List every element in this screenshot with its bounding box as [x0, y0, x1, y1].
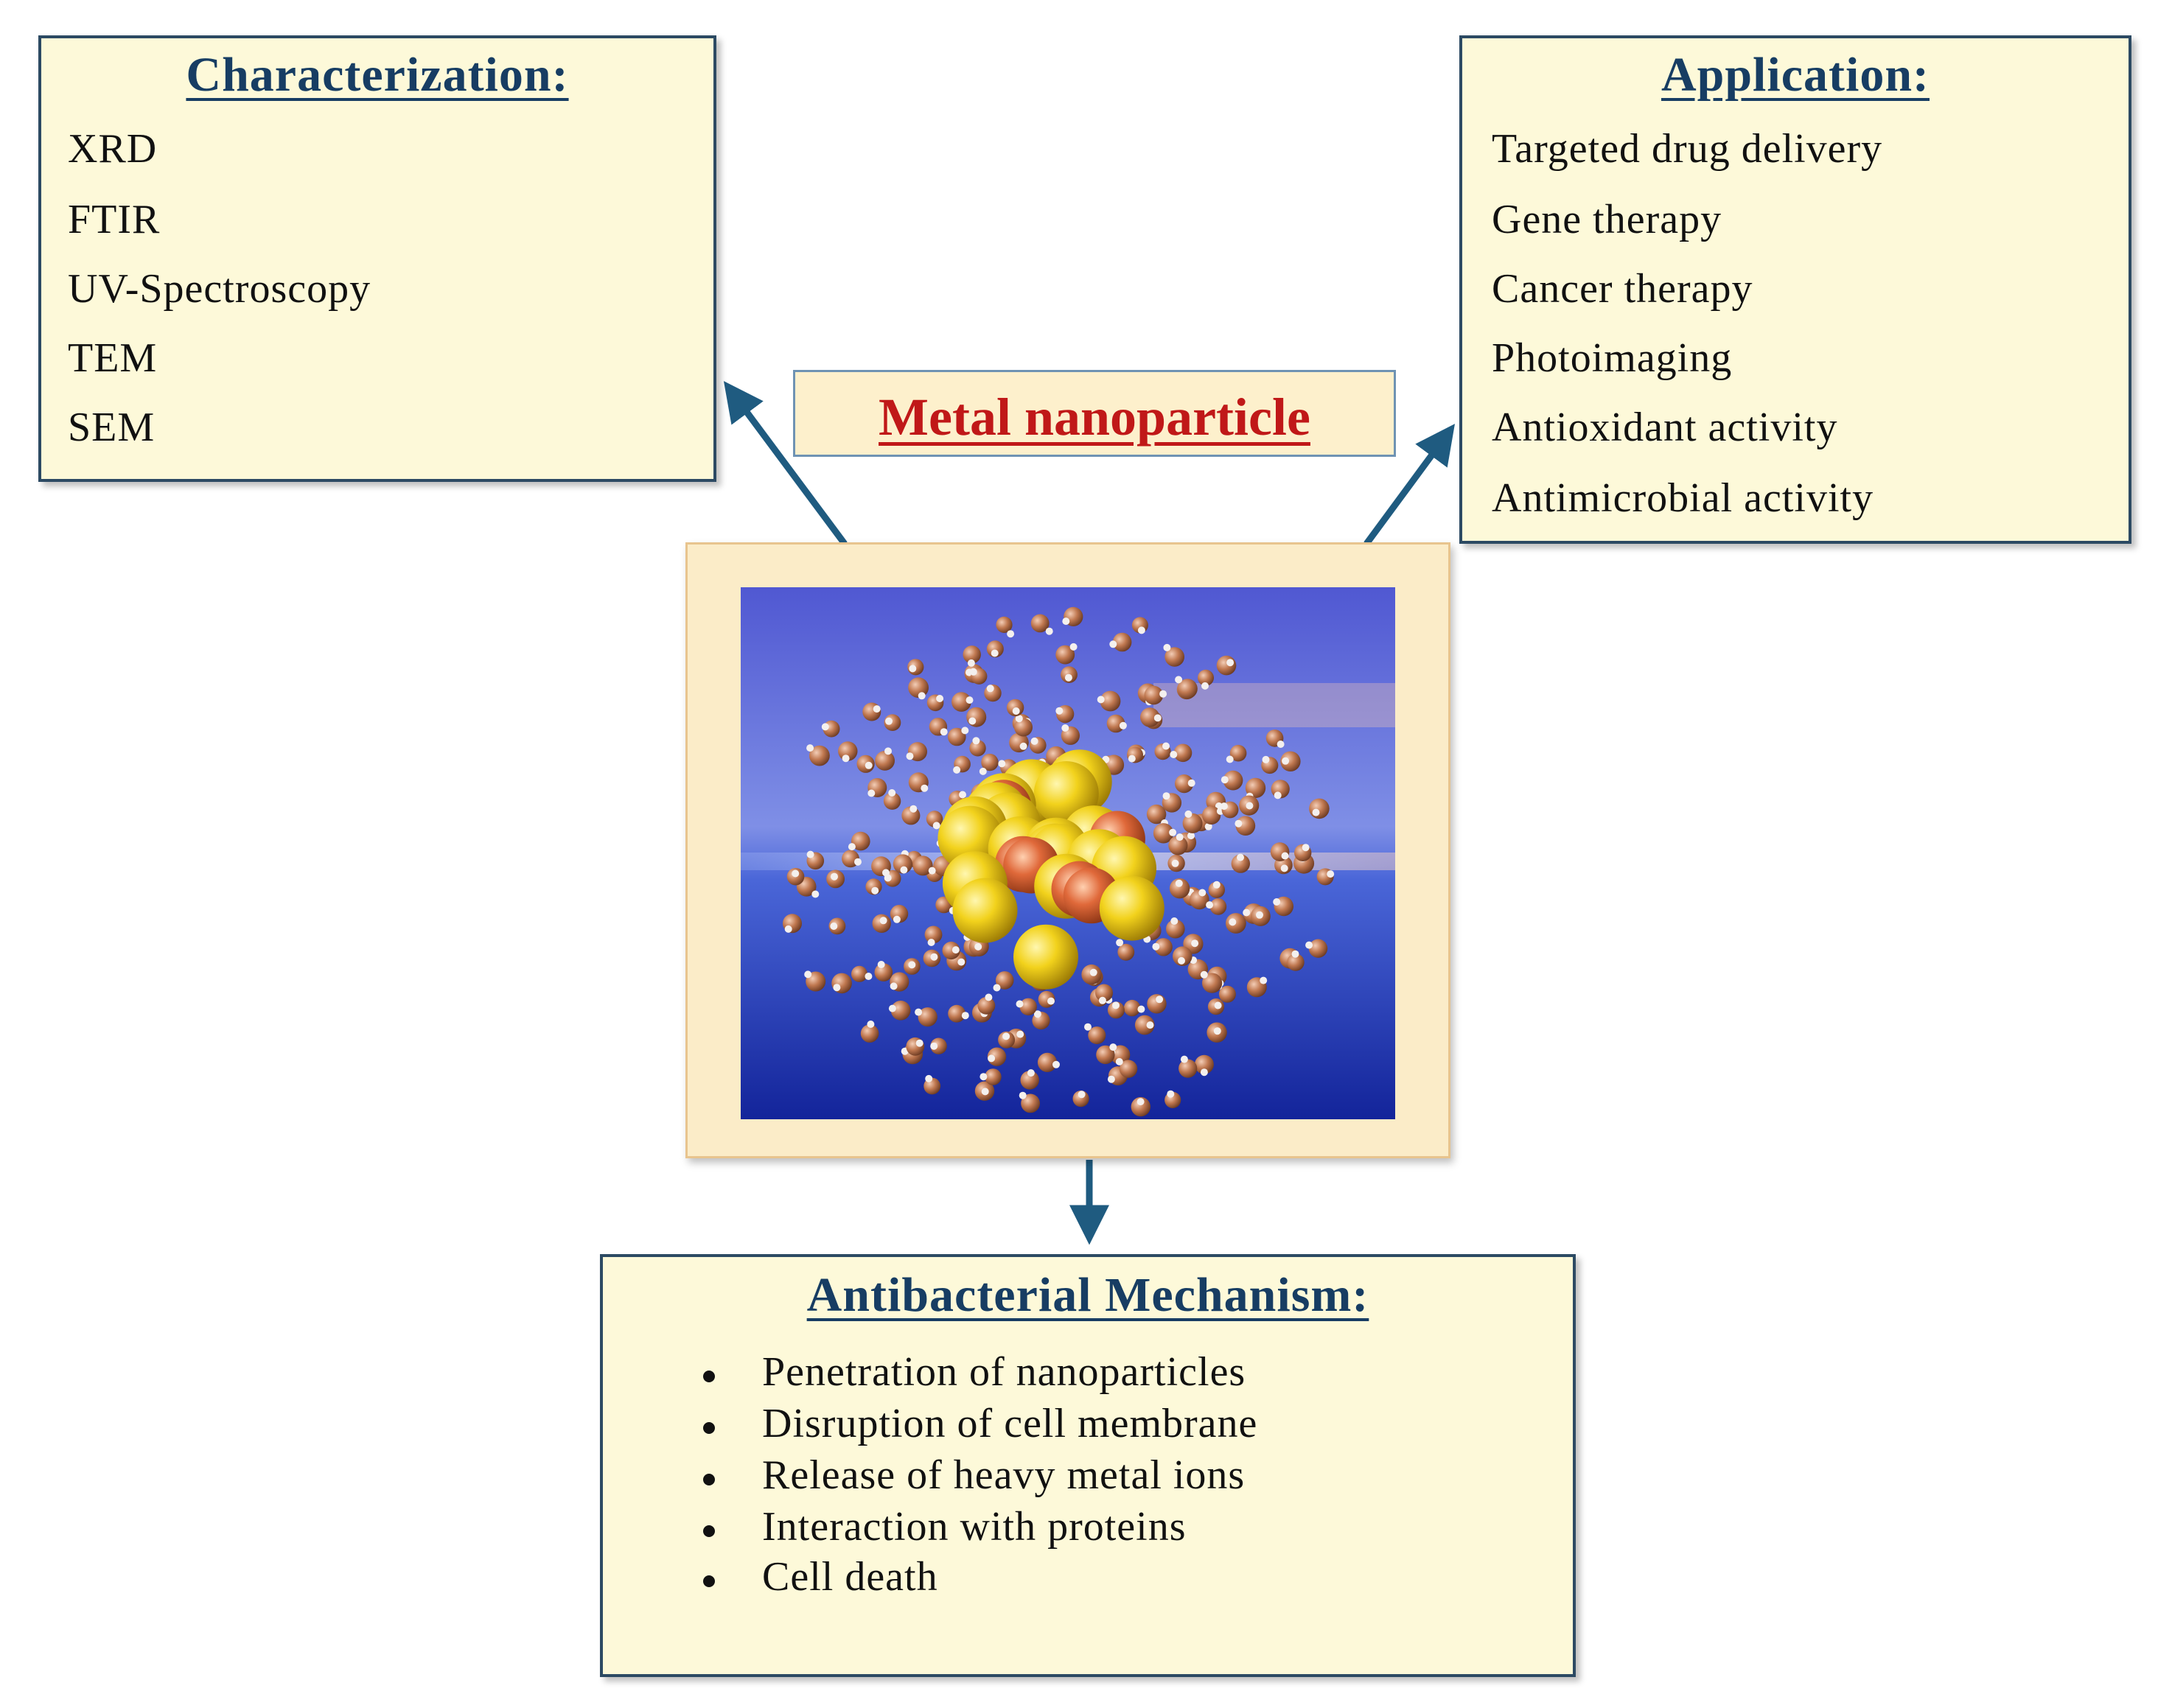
hydrogen-atom — [1016, 1001, 1024, 1008]
hydrogen-atom — [987, 685, 994, 692]
gold-atom — [1013, 925, 1078, 990]
hydrogen-atom — [1016, 1031, 1024, 1038]
application-box — [1459, 35, 2131, 544]
hydrogen-atom — [833, 984, 840, 991]
gold-atom — [1100, 876, 1164, 941]
characterization-item: SEM — [68, 405, 156, 450]
hydrogen-atom — [1191, 939, 1198, 947]
hydrogen-atom — [1221, 776, 1229, 783]
hydrogen-atom — [867, 790, 875, 797]
hydrogen-atom — [871, 887, 879, 895]
hydrogen-atom — [900, 867, 907, 874]
hydrogen-atom — [1221, 802, 1228, 810]
hydrogen-atom — [865, 762, 873, 769]
hydrogen-atom — [1099, 997, 1106, 1004]
mechanism-box — [600, 1254, 1576, 1677]
ligand-atom — [1117, 944, 1134, 961]
hydrogen-atom — [959, 791, 966, 799]
hydrogen-atom — [792, 870, 799, 878]
application-item: Gene therapy — [1492, 197, 1722, 242]
hydrogen-atom — [1176, 833, 1184, 841]
hydrogen-atom — [806, 744, 814, 752]
hydrogen-atom — [929, 867, 936, 875]
hydrogen-atom — [1273, 898, 1280, 906]
hydrogen-atom — [878, 961, 885, 968]
mechanism-heading: Antibacterial Mechanism: — [806, 1268, 1369, 1322]
hydrogen-atom — [1162, 743, 1170, 750]
hydrogen-atom — [1116, 1058, 1123, 1065]
hydrogen-atom — [1201, 971, 1208, 979]
ligand-atom — [1020, 998, 1037, 1015]
hydrogen-atom — [1172, 860, 1179, 867]
hydrogen-atom — [1263, 756, 1270, 763]
hydrogen-atom — [957, 959, 965, 966]
title-box — [793, 370, 1396, 457]
hydrogen-atom — [930, 953, 937, 961]
characterization-item: TEM — [68, 335, 158, 381]
hydrogen-atom — [889, 1005, 896, 1012]
hydrogen-atom — [916, 1040, 923, 1047]
hydrogen-atom — [1277, 741, 1285, 748]
nanoparticle-image — [741, 587, 1395, 1119]
ligand-atom — [851, 966, 867, 982]
hydrogen-atom — [1243, 909, 1250, 917]
hydrogen-atom — [1109, 640, 1117, 648]
hydrogen-atom — [1198, 889, 1206, 897]
hydrogen-atom — [785, 925, 792, 933]
hydrogen-atom — [1167, 1091, 1174, 1098]
hydrogen-atom — [974, 943, 982, 951]
mechanism-item: Release of heavy metal ions — [762, 1452, 1246, 1498]
hydrogen-atom — [972, 737, 980, 744]
hydrogen-atom — [1282, 853, 1289, 860]
ligand-atom — [875, 751, 895, 771]
hydrogen-atom — [804, 970, 811, 978]
hydrogen-atom — [890, 982, 898, 990]
hydrogen-atom — [915, 1009, 922, 1016]
bullet-icon — [703, 1474, 715, 1485]
hydrogen-atom — [867, 1021, 874, 1028]
hydrogen-atom — [1260, 977, 1267, 984]
hydrogen-atom — [1282, 757, 1289, 765]
hydrogen-atom — [962, 1012, 969, 1019]
hydrogen-atom — [968, 718, 976, 725]
hydrogen-atom — [982, 1088, 989, 1095]
hydrogen-atom — [918, 692, 926, 699]
hydrogen-atom — [1163, 644, 1170, 651]
hydrogen-atom — [1156, 995, 1163, 1003]
hydrogen-atom — [1170, 751, 1177, 758]
hydrogen-atom — [1120, 722, 1127, 729]
hydrogen-atom — [936, 695, 943, 702]
hydrogen-atom — [1116, 939, 1123, 946]
hydrogen-atom — [968, 659, 975, 667]
characterization-item: FTIR — [68, 197, 161, 242]
ligand-atom — [1309, 799, 1330, 819]
hydrogen-atom — [831, 873, 838, 881]
hydrogen-atom — [1176, 880, 1183, 887]
hydrogen-atom — [865, 973, 872, 980]
hydrogen-atom — [1055, 707, 1063, 715]
bullet-icon — [703, 1371, 715, 1382]
hydrogen-atom — [1027, 1069, 1035, 1077]
hydrogen-atom — [909, 665, 916, 672]
hydrogen-atom — [1184, 811, 1192, 818]
hydrogen-atom — [1181, 1056, 1188, 1063]
hydrogen-atom — [1046, 628, 1053, 635]
hydrogen-atom — [988, 1054, 995, 1062]
hydrogen-atom — [1292, 951, 1299, 958]
mechanism-item: Disruption of cell membrane — [762, 1401, 1258, 1446]
hydrogen-atom — [991, 650, 999, 657]
bullet-icon — [703, 1525, 715, 1537]
hydrogen-atom — [925, 1075, 932, 1082]
hydrogen-atom — [811, 891, 819, 898]
hydrogen-atom — [985, 994, 992, 1001]
hydrogen-atom — [1078, 1091, 1086, 1098]
mechanism-item: Penetration of nanoparticles — [762, 1349, 1246, 1395]
characterization-heading: Characterization: — [186, 48, 569, 102]
ligand-atom — [966, 707, 986, 727]
hydrogen-atom — [953, 766, 960, 774]
hydrogen-atom — [921, 785, 928, 792]
hydrogen-atom — [1007, 630, 1014, 637]
hydrogen-atom — [1052, 1061, 1060, 1068]
hydrogen-atom — [1237, 854, 1244, 861]
hydrogen-atom — [893, 916, 901, 923]
hydrogen-atom — [1170, 917, 1178, 925]
hydrogen-atom — [848, 843, 856, 850]
hydrogen-atom — [930, 1043, 937, 1050]
hydrogen-atom — [873, 705, 881, 713]
ligand-atom — [1309, 939, 1327, 958]
hydrogen-atom — [1169, 829, 1176, 836]
hydrogen-atom — [952, 946, 960, 953]
hydrogen-atom — [1061, 724, 1069, 732]
hydrogen-atom — [1154, 714, 1162, 721]
bullet-icon — [703, 1575, 715, 1587]
hydrogen-atom — [1047, 998, 1055, 1005]
hydrogen-atom — [884, 747, 892, 755]
hydrogen-atom — [1274, 791, 1282, 799]
hydrogen-atom — [1152, 943, 1159, 951]
hydrogen-atom — [998, 760, 1005, 767]
hydrogen-atom — [1256, 911, 1263, 919]
hydrogen-atom — [1128, 755, 1136, 763]
hydrogen-atom — [1137, 1006, 1145, 1013]
hydrogen-atom — [1178, 957, 1185, 965]
hydrogen-atom — [1226, 659, 1234, 666]
hydrogen-atom — [1109, 1043, 1117, 1051]
bullet-icon — [703, 1422, 715, 1434]
nanoparticle-image-frame — [685, 542, 1450, 1158]
characterization-box — [38, 35, 716, 482]
hydrogen-atom — [1215, 1002, 1222, 1009]
hydrogen-atom — [1031, 738, 1038, 745]
hydrogen-atom — [994, 984, 1001, 992]
hydrogen-atom — [1201, 1068, 1208, 1076]
hydrogen-atom — [1235, 820, 1242, 827]
hydrogen-atom — [822, 723, 829, 730]
hydrogen-atom — [1138, 626, 1145, 634]
application-item: Cancer therapy — [1492, 266, 1753, 312]
hydrogen-atom — [1201, 682, 1209, 690]
application-heading: Application: — [1661, 48, 1930, 102]
gold-atom — [953, 878, 1018, 943]
hydrogen-atom — [907, 752, 914, 760]
hydrogen-atom — [980, 768, 987, 775]
hydrogen-atom — [1112, 1001, 1120, 1009]
hydrogen-atom — [1213, 881, 1221, 889]
hydrogen-atom — [1084, 1023, 1092, 1031]
hydrogen-atom — [1013, 707, 1020, 715]
hydrogen-atom — [1313, 809, 1320, 816]
hydrogen-atom — [1281, 864, 1288, 872]
hydrogen-atom — [970, 668, 977, 676]
hydrogen-atom — [1020, 743, 1027, 750]
hydrogen-atom — [888, 789, 895, 797]
hydrogen-atom — [1246, 802, 1253, 810]
application-item: Targeted drug delivery — [1492, 126, 1883, 172]
hydrogen-atom — [1097, 696, 1105, 703]
hydrogen-atom — [1327, 870, 1334, 878]
hydrogen-atom — [980, 1073, 987, 1080]
hydrogen-atom — [882, 869, 890, 876]
hydrogen-atom — [807, 851, 814, 858]
hydrogen-atom — [933, 822, 940, 829]
hydrogen-atom — [1214, 1027, 1221, 1035]
hydrogen-atom — [1065, 674, 1072, 682]
hydrogen-atom — [1175, 676, 1182, 683]
application-item: Antioxidant activity — [1492, 405, 1838, 450]
hydrogen-atom — [1019, 1092, 1027, 1099]
hydrogen-atom — [1147, 1021, 1154, 1029]
ligand-atom — [1217, 656, 1237, 676]
characterization-item: UV-Spectroscopy — [68, 266, 371, 312]
hydrogen-atom — [1108, 1076, 1115, 1083]
diagram-title: Metal nanoparticle — [879, 388, 1310, 447]
hydrogen-atom — [830, 923, 837, 930]
hydrogen-atom — [1070, 643, 1078, 651]
hydrogen-atom — [1188, 780, 1195, 787]
ligand-atom — [1178, 1060, 1197, 1078]
hydrogen-atom — [842, 755, 850, 762]
application-item: Antimicrobial activity — [1492, 475, 1874, 521]
application-item: Photoimaging — [1492, 335, 1733, 381]
hydrogen-atom — [1062, 617, 1069, 625]
hydrogen-atom — [885, 718, 893, 725]
hydrogen-atom — [940, 728, 948, 735]
hydrogen-atom — [1206, 901, 1213, 909]
mechanism-item: Interaction with proteins — [762, 1504, 1187, 1550]
hydrogen-atom — [1159, 690, 1167, 698]
hydrogen-atom — [1229, 918, 1236, 925]
hydrogen-atom — [1305, 942, 1313, 949]
hydrogen-atom — [1163, 792, 1170, 799]
hydrogen-atom — [854, 858, 862, 866]
hydrogen-atom — [1137, 1098, 1145, 1105]
hydrogen-atom — [908, 961, 915, 968]
hydrogen-atom — [909, 805, 917, 813]
mechanism-item: Cell death — [762, 1554, 938, 1600]
hydrogen-atom — [1226, 756, 1234, 763]
characterization-item: XRD — [68, 126, 158, 172]
hydrogen-atom — [880, 917, 887, 924]
hydrogen-atom — [928, 939, 935, 946]
ligand-atom — [985, 1068, 1002, 1085]
hydrogen-atom — [1302, 844, 1310, 851]
hydrogen-atom — [961, 727, 968, 734]
hydrogen-atom — [966, 696, 974, 704]
hydrogen-atom — [1002, 1032, 1010, 1040]
hydrogen-atom — [1090, 969, 1097, 976]
